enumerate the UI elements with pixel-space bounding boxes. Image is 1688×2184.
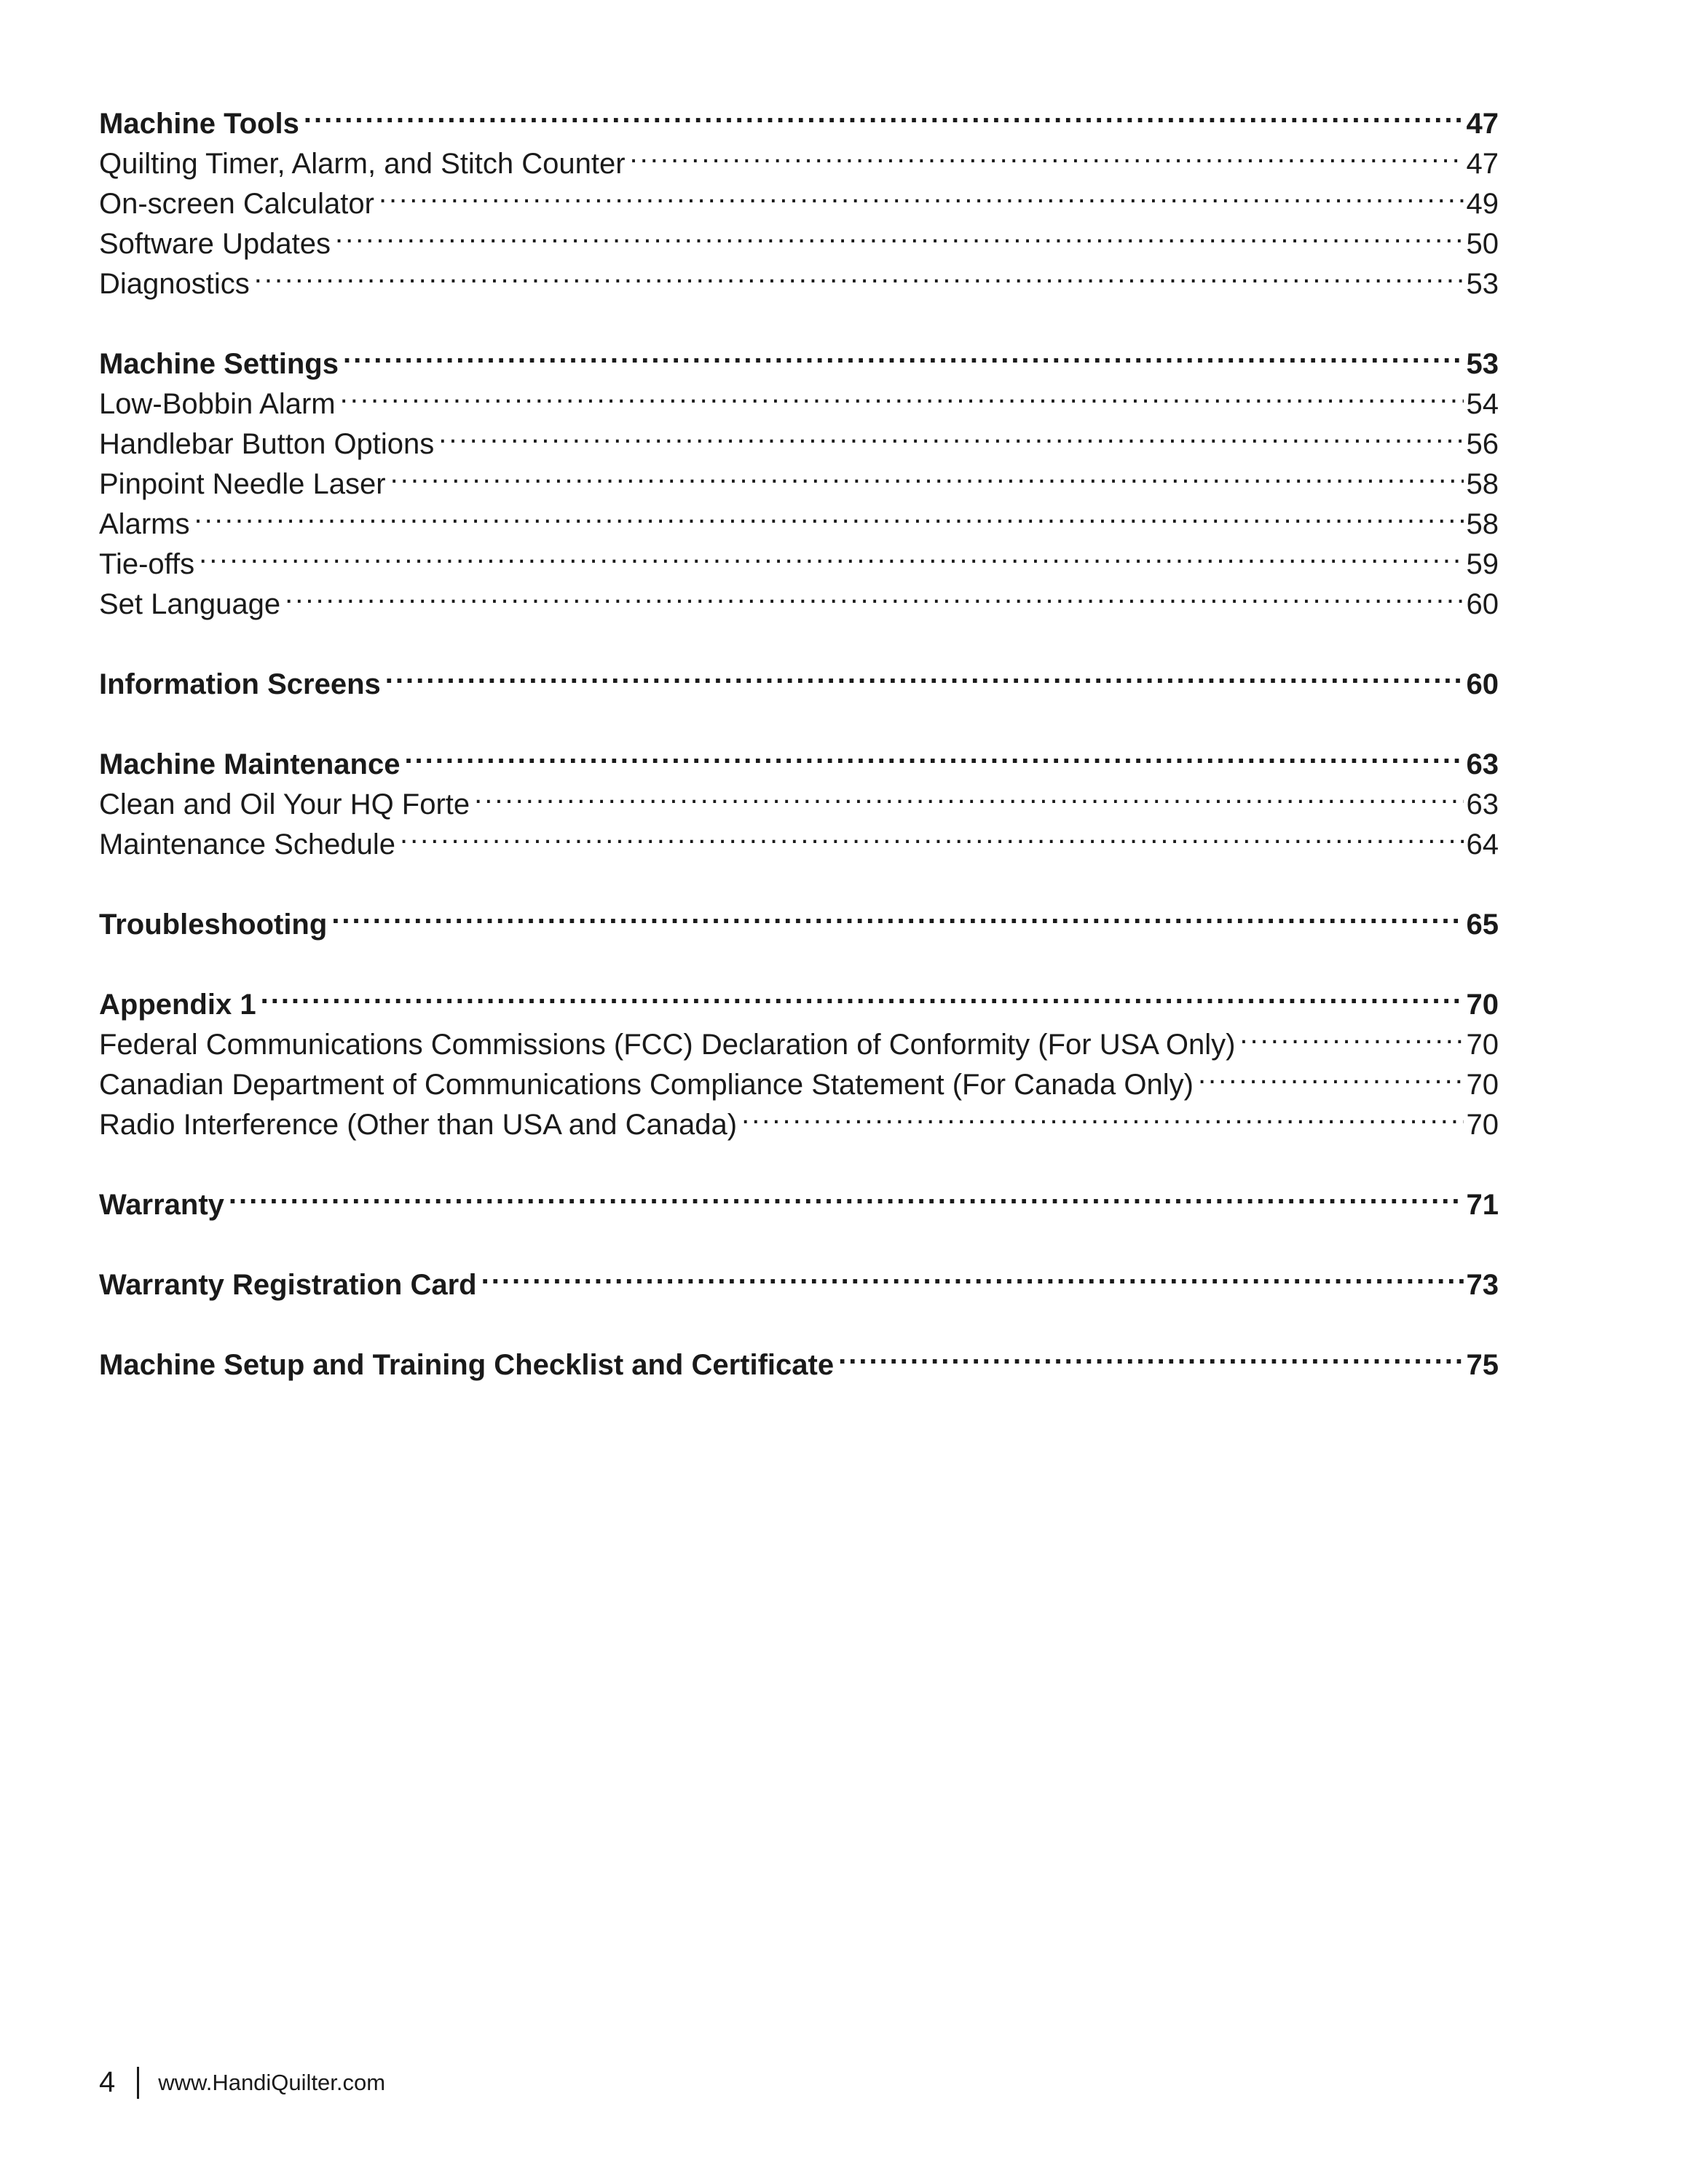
- toc-entry-title: Radio Interference (Other than USA and Canada): [99, 1109, 738, 1141]
- dot-leader: [474, 774, 1463, 814]
- toc-heading-title: Appendix 1: [99, 989, 256, 1021]
- dot-leader: [304, 93, 1464, 133]
- dot-leader: [331, 894, 1463, 934]
- dot-leader: [343, 333, 1464, 373]
- toc-section: [99, 333, 1499, 620]
- dot-leader: [390, 454, 1464, 494]
- toc-heading-row[interactable]: [99, 734, 1499, 780]
- toc-entry-page-number: 64: [1466, 828, 1499, 860]
- toc-entry-row[interactable]: [99, 534, 1499, 580]
- dot-leader: [254, 253, 1464, 293]
- toc-heading-page-number: 47: [1466, 108, 1499, 140]
- toc-entry-title: Quilting Timer, Alarm, and Stitch Counter: [99, 148, 626, 180]
- dot-leader: [379, 173, 1464, 213]
- toc-section: [99, 93, 1499, 300]
- toc-heading-title: Warranty Registration Card: [99, 1269, 477, 1301]
- toc-heading-row[interactable]: [99, 1174, 1499, 1221]
- dot-leader: [340, 373, 1464, 414]
- dot-leader: [1239, 1014, 1463, 1054]
- dot-leader: [335, 213, 1464, 253]
- toc-heading-page-number: 63: [1466, 748, 1499, 780]
- toc-heading-row[interactable]: [99, 654, 1499, 700]
- toc-heading-page-number: 60: [1466, 668, 1499, 700]
- toc-heading-title: Machine Maintenance: [99, 748, 401, 780]
- toc-heading-title: Warranty: [99, 1189, 224, 1221]
- toc-heading-row[interactable]: [99, 1254, 1499, 1301]
- toc-entry-page-number: 58: [1466, 508, 1499, 540]
- toc-entry-page-number: 53: [1466, 268, 1499, 300]
- toc-entry-row[interactable]: [99, 253, 1499, 300]
- toc-section: [99, 734, 1499, 860]
- toc-heading-row[interactable]: [99, 93, 1499, 140]
- toc-heading-page-number: 53: [1466, 348, 1499, 380]
- dot-leader: [194, 494, 1463, 534]
- toc-heading-page-number: 65: [1466, 909, 1499, 941]
- toc-entry-page-number: 49: [1466, 188, 1499, 220]
- dot-leader: [229, 1174, 1464, 1214]
- toc-section: [99, 654, 1499, 700]
- toc-entry-title: Diagnostics: [99, 268, 250, 300]
- toc-section: [99, 894, 1499, 941]
- dot-leader: [438, 414, 1463, 454]
- page-footer: [99, 2066, 385, 2099]
- toc-entry-title: Set Language: [99, 588, 281, 620]
- toc-heading-title: Machine Setup and Training Checklist and Certificate: [99, 1349, 835, 1381]
- toc-entry-title: Alarms: [99, 508, 190, 540]
- toc-entry-page-number: 56: [1466, 428, 1499, 460]
- toc-entry-title: On-screen Calculator: [99, 188, 374, 220]
- toc-entry-title: Low-Bobbin Alarm: [99, 388, 336, 420]
- toc-entry-page-number: 70: [1466, 1109, 1499, 1141]
- toc-heading-title: Information Screens: [99, 668, 381, 700]
- toc-section: [99, 1254, 1499, 1301]
- dot-leader: [400, 814, 1464, 854]
- toc-entry-row[interactable]: [99, 1014, 1499, 1061]
- dot-leader: [481, 1254, 1464, 1294]
- toc-entry-row[interactable]: [99, 574, 1499, 620]
- toc-entry-page-number: 63: [1466, 788, 1499, 820]
- dot-leader: [404, 734, 1463, 774]
- dot-leader: [838, 1334, 1463, 1374]
- dot-leader: [261, 974, 1464, 1014]
- toc-heading-page-number: 73: [1466, 1269, 1499, 1301]
- toc-heading-page-number: 75: [1466, 1349, 1499, 1381]
- toc-heading-page-number: 71: [1466, 1189, 1499, 1221]
- toc-entry-title: Canadian Department of Communications Compliance Statement (For Canada Only): [99, 1069, 1194, 1101]
- toc-entry-title: Tie-offs: [99, 548, 195, 580]
- toc-heading-title: Troubleshooting: [99, 909, 328, 941]
- footer-url: www.HandiQuilter.com: [158, 2069, 386, 2095]
- dot-leader: [385, 654, 1464, 694]
- toc-entry-page-number: 59: [1466, 548, 1499, 580]
- footer-divider: [137, 2067, 139, 2099]
- toc-entry-title: Pinpoint Needle Laser: [99, 468, 386, 500]
- toc-heading-page-number: 70: [1466, 989, 1499, 1021]
- toc-section: [99, 1174, 1499, 1221]
- toc-heading-row[interactable]: [99, 1334, 1499, 1381]
- toc-entry-page-number: 50: [1466, 228, 1499, 260]
- dot-leader: [1198, 1054, 1464, 1094]
- toc-entry-row[interactable]: [99, 133, 1499, 180]
- toc-heading-row[interactable]: [99, 974, 1499, 1021]
- footer-page-number: 4: [99, 2066, 116, 2098]
- toc-entry-page-number: 58: [1466, 468, 1499, 500]
- dot-leader: [285, 574, 1463, 614]
- toc-section: [99, 1334, 1499, 1381]
- toc-entry-page-number: 60: [1466, 588, 1499, 620]
- toc-heading-title: Machine Tools: [99, 108, 299, 140]
- toc-entry-title: Handlebar Button Options: [99, 428, 435, 460]
- toc-entry-page-number: 70: [1466, 1069, 1499, 1101]
- dot-leader: [741, 1094, 1463, 1134]
- dot-leader: [199, 534, 1463, 574]
- toc-heading-row[interactable]: [99, 333, 1499, 380]
- toc-heading-title: Machine Settings: [99, 348, 339, 380]
- table-of-contents: [99, 93, 1499, 1415]
- toc-entry-title: Clean and Oil Your HQ Forte: [99, 788, 470, 820]
- toc-entry-title: Software Updates: [99, 228, 331, 260]
- toc-entry-page-number: 47: [1466, 148, 1499, 180]
- toc-entry-row[interactable]: [99, 494, 1499, 540]
- toc-entry-title: Federal Communications Commissions (FCC) Declaration of Conformity (For USA Only): [99, 1029, 1236, 1061]
- dot-leader: [630, 133, 1464, 173]
- toc-entry-title: Maintenance Schedule: [99, 828, 395, 860]
- toc-entry-page-number: 54: [1466, 388, 1499, 420]
- toc-section: [99, 974, 1499, 1141]
- toc-heading-row[interactable]: [99, 894, 1499, 941]
- toc-entry-page-number: 70: [1466, 1029, 1499, 1061]
